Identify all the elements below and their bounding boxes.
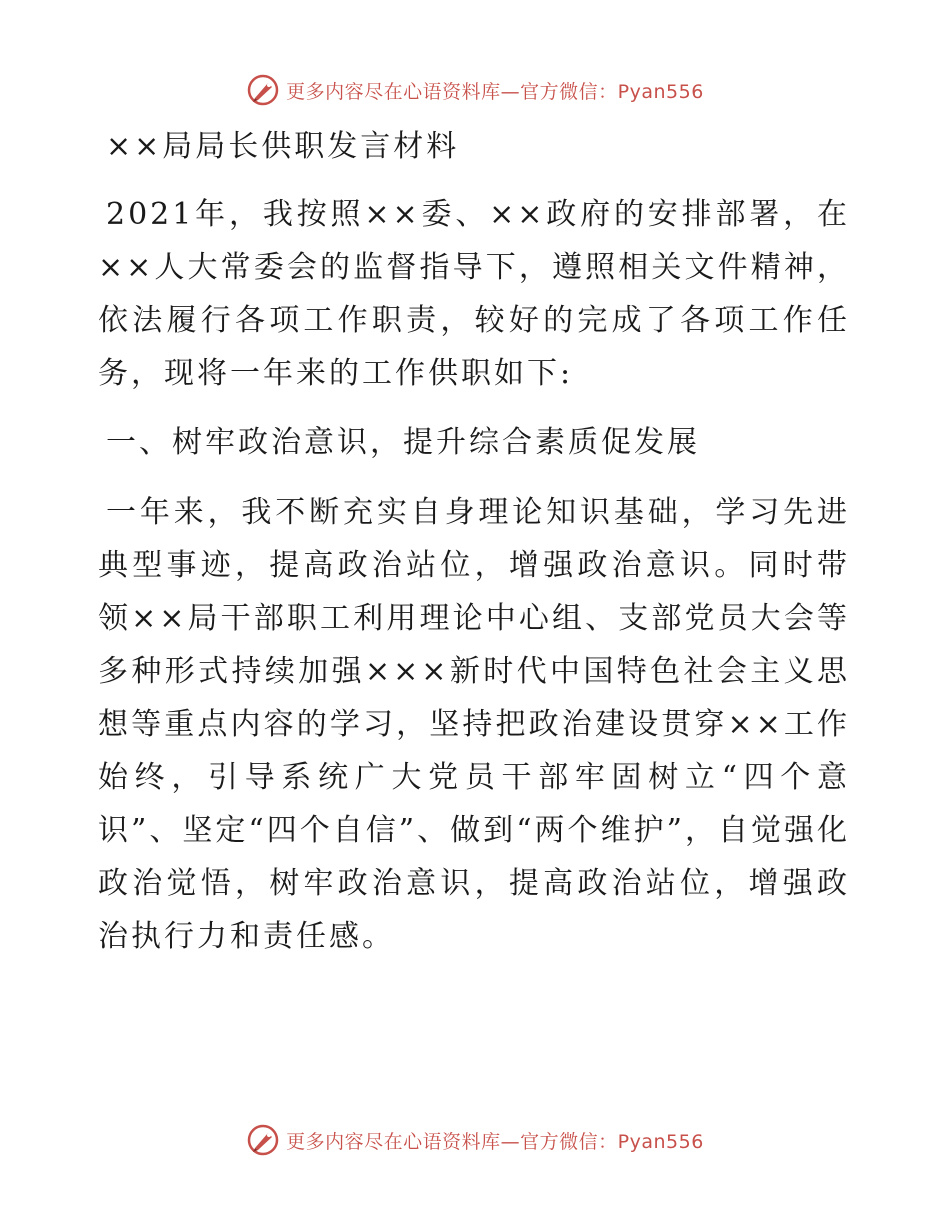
fountain-pen-logo-icon <box>246 1123 280 1157</box>
watermark-text: 更多内容尽在心语资料库—官方微信：Pyan556 <box>286 80 704 103</box>
document-title: ××局局长供职发言材料 <box>106 129 460 164</box>
fountain-pen-logo-icon <box>246 73 280 107</box>
document-body <box>98 120 850 979</box>
watermark-banner-bottom <box>0 1120 950 1160</box>
watermark-text: 更多内容尽在心语资料库—官方微信：Pyan556 <box>286 1130 704 1153</box>
intro-paragraph: 2021年，我按照××委、××政府的安排部署，在××人大常委会的监督指导下，遵照相关文件精神，依法履行各项工作职责，较好的完成了各项工作任务，现将一年来的工作供职如下: <box>98 197 850 391</box>
section-paragraph: 一年来，我不断充实自身理论知识基础，学习先进典型事迹，提高政治站位，增强政治意识。同时带领××局干部职工利用理论中心组、支部党员大会等多种形式持续加强×××新时代中国特色社会主义思想等重点内容的学习，坚持把政治建设贯穿××工作始终，引导系统广大党员干部牢固树立“四个意识”、坚定“四个自信”、做到“两个维护”，自觉强化政治觉悟，树牢政治意识，提高政治站位，增强政治执行力和责任感。 <box>98 495 850 954</box>
watermark-banner-top <box>0 70 950 110</box>
section-heading: 一、树牢政治意识，提升综合素质促发展 <box>106 425 700 460</box>
